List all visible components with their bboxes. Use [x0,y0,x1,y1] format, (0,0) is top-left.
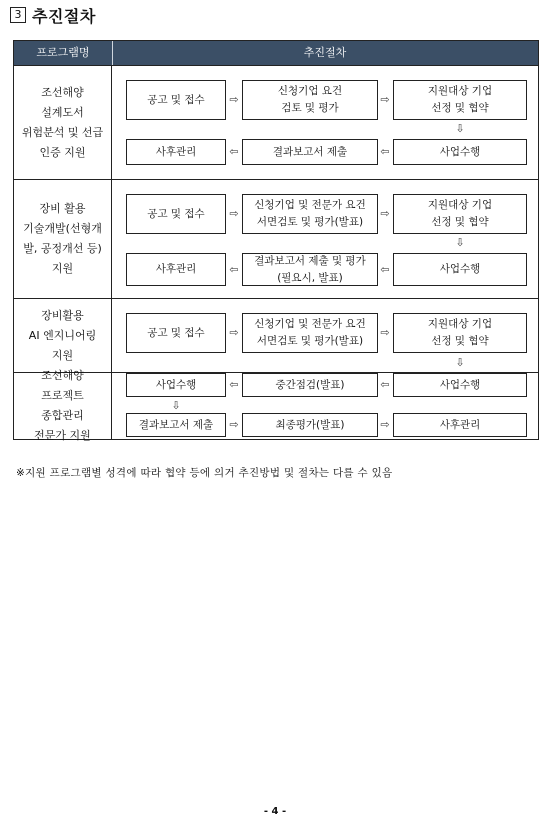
step-box: 결과보고서 제출 및 평가 (필요시, 발표) [242,253,378,286]
arrow-right-icon: ⇨ [229,326,239,339]
table-row [14,180,538,299]
program-name: 장비활용 AI 엔지니어링 지원 [14,299,112,372]
step-box: 중간점검(발표) [242,373,378,397]
arrow-left-icon: ⇦ [380,263,390,276]
arrow-down-icon: ⇩ [171,399,181,412]
footnote: ※지원 프로그램별 성격에 따라 협약 등에 의거 추진방법 및 절차는 다를 수 있음 [16,467,393,479]
section-heading [10,4,96,26]
arrow-right-icon: ⇨ [380,418,390,431]
step-box: 사후관리 [126,139,226,165]
arrow-right-icon: ⇨ [229,207,239,220]
step-box: 신청기업 및 전문가 요건 서면검토 및 평가(발표) [242,313,378,353]
arrow-down-icon: ⇩ [455,356,465,369]
arrow-right-icon: ⇨ [229,418,239,431]
header-procedure: 추진절차 [303,46,347,59]
program-name: 조선해양 설계도서 위험분석 및 선급 인증 지원 [14,66,112,179]
arrow-left-icon: ⇦ [229,378,239,391]
step-box: 신청기업 및 전문가 요건 서면검토 및 평가(발표) [242,194,378,234]
table-row [14,369,538,442]
program-name: 장비 활용 기술개발(선형개 발, 공정개선 등) 지원 [14,180,112,298]
step-box: 사업수행 [126,373,226,397]
arrow-down-icon: ⇩ [455,122,465,135]
step-box: 사업수행 [393,253,527,286]
arrow-right-icon: ⇨ [380,326,390,339]
step-box: 결과보고서 제출 [126,413,226,437]
step-box: 공고 및 접수 [126,194,226,234]
section-number: 3 [10,7,26,23]
program-name: 조선해양 프로젝트 종합관리 전문가 지원 [14,373,112,439]
table-row [14,299,538,373]
step-box: 결과보고서 제출 [242,139,378,165]
step-box: 지원대상 기업 선정 및 협약 [393,194,527,234]
step-box: 신청기업 요건 검토 및 평가 [242,80,378,120]
header-program: 프로그램명 [14,41,113,65]
arrow-left-icon: ⇦ [229,263,239,276]
step-box: 사업수행 [393,373,527,397]
arrow-down-icon: ⇩ [455,236,465,249]
arrow-left-icon: ⇦ [229,145,239,158]
arrow-left-icon: ⇦ [380,145,390,158]
page-number: - 4 - [263,806,287,817]
arrow-right-icon: ⇨ [380,93,390,106]
arrow-right-icon: ⇨ [229,93,239,106]
step-box: 공고 및 접수 [126,313,226,353]
arrow-left-icon: ⇦ [380,378,390,391]
step-box: 사후관리 [393,413,527,437]
step-box: 지원대상 기업 선정 및 협약 [393,313,527,353]
step-box: 사업수행 [393,139,527,165]
step-box: 사후관리 [126,253,226,286]
step-box: 공고 및 접수 [126,80,226,120]
section-title: 추진절차 [32,6,96,26]
arrow-right-icon: ⇨ [380,207,390,220]
table-header [14,41,538,66]
procedure-table [13,40,539,440]
step-box: 최종평가(발표) [242,413,378,437]
table-row [14,66,538,180]
step-box: 지원대상 기업 선정 및 협약 [393,80,527,120]
